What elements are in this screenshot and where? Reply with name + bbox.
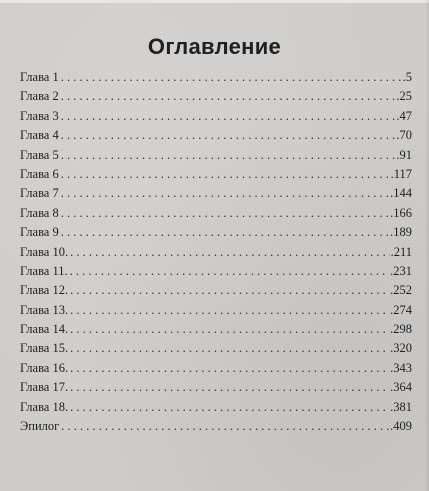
toc-entry-label: Глава 11. — [20, 263, 68, 278]
toc-entry-label: Глава 1 — [20, 70, 59, 84]
dot-leader — [70, 281, 389, 300]
toc-entry-15[interactable] — [20, 339, 412, 358]
dot-leader — [70, 398, 389, 417]
toc-entry-7[interactable] — [20, 184, 412, 203]
dot-leader — [61, 87, 396, 106]
page-shadow — [425, 0, 429, 491]
toc-entry-page: .298 — [390, 322, 412, 337]
toc-entry-label: Глава 5 — [20, 147, 59, 162]
toc-entry-page: .70 — [396, 128, 412, 143]
toc-entry-page: .189 — [390, 225, 412, 240]
toc-entry-label: Глава 17. — [20, 380, 69, 395]
toc-entry-5[interactable] — [20, 146, 412, 165]
toc-entry-16[interactable] — [20, 359, 412, 378]
toc-entry-8[interactable] — [20, 204, 412, 223]
dot-leader — [70, 339, 389, 358]
toc-entry-page: .5 — [402, 70, 412, 84]
dot-leader — [61, 165, 390, 184]
toc-entry-12[interactable] — [20, 281, 412, 300]
toc-entry-10[interactable] — [20, 243, 412, 262]
toc-entry-page: .25 — [396, 89, 412, 104]
dot-leader — [61, 204, 389, 223]
toc-entry-page: .320 — [390, 341, 412, 356]
toc-entry-page: .117 — [390, 166, 412, 181]
toc-entry-page: .364 — [390, 380, 412, 395]
toc-entry-epilogue[interactable] — [20, 417, 412, 436]
toc-entry-label: Глава 14. — [20, 322, 69, 337]
toc-entry-3[interactable] — [20, 107, 412, 126]
dot-leader — [61, 417, 389, 436]
toc-entry-page: .47 — [396, 108, 412, 123]
toc-entry-label: Глава 10. — [20, 244, 69, 259]
table-of-contents — [20, 68, 412, 436]
toc-entry-label: Глава 9 — [20, 225, 59, 240]
toc-entry-page: .91 — [396, 147, 412, 162]
toc-entry-page: .166 — [390, 205, 412, 220]
toc-entry-label: Глава 15. — [20, 341, 69, 356]
dot-leader — [61, 107, 396, 126]
dot-leader — [70, 320, 389, 339]
toc-entry-label: Глава 3 — [20, 108, 59, 123]
toc-entry-9[interactable] — [20, 223, 412, 242]
toc-entry-2[interactable] — [20, 87, 412, 106]
toc-entry-label: Глава 12. — [20, 283, 69, 298]
dot-leader — [70, 378, 389, 397]
toc-entry-label: Глава 13. — [20, 302, 69, 317]
dot-leader — [61, 68, 402, 87]
toc-entry-page: .381 — [390, 399, 412, 414]
toc-entry-page: .274 — [390, 302, 412, 317]
toc-entry-17[interactable] — [20, 378, 412, 397]
toc-entry-label: Глава 4 — [20, 128, 59, 143]
toc-entry-4[interactable] — [20, 126, 412, 145]
toc-entry-page: .409 — [390, 419, 412, 434]
toc-entry-6[interactable] — [20, 165, 412, 184]
toc-entry-label: Эпилог — [20, 419, 60, 434]
page-title: Оглавление — [147, 34, 282, 59]
toc-entry-label: Глава 6 — [20, 166, 59, 181]
toc-entry-label: Глава 7 — [20, 186, 59, 201]
toc-entry-13[interactable] — [20, 301, 412, 320]
dot-leader — [61, 126, 396, 145]
dot-leader — [61, 223, 389, 242]
dot-leader — [70, 262, 389, 281]
toc-entry-page: .343 — [390, 360, 412, 375]
toc-entry-page: .252 — [390, 283, 412, 298]
toc-entry-label: Глава 16. — [20, 360, 69, 375]
dot-leader — [70, 359, 389, 378]
toc-entry-page: .144 — [390, 186, 412, 201]
toc-entry-11[interactable] — [20, 262, 412, 281]
dot-leader — [70, 301, 389, 320]
dot-leader — [61, 146, 396, 165]
toc-entry-label: Глава 8 — [20, 205, 59, 220]
toc-entry-14[interactable] — [20, 320, 412, 339]
toc-entry-page: .231 — [390, 263, 412, 278]
dot-leader — [61, 184, 389, 203]
toc-entry-1[interactable] — [20, 68, 412, 87]
toc-entry-18[interactable] — [20, 398, 412, 417]
dot-leader — [70, 243, 389, 262]
page-edge — [0, 0, 429, 3]
toc-entry-label: Глава 2 — [20, 89, 59, 104]
toc-entry-page: .211 — [390, 244, 412, 259]
toc-entry-label: Глава 18. — [20, 399, 69, 414]
